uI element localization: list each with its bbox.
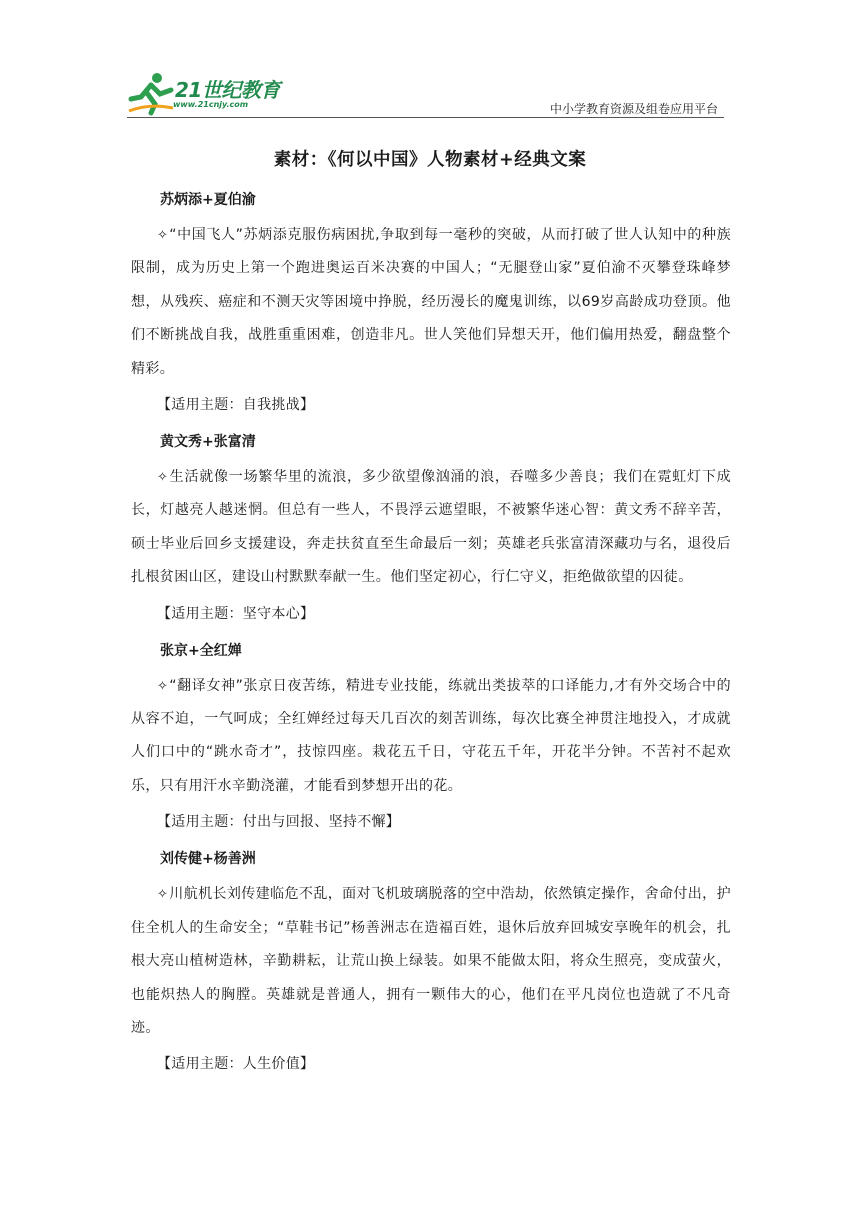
document-title: 素材：《何以中国》人物素材+经典文案 bbox=[273, 150, 587, 170]
sparkle-icon: ✧ bbox=[157, 887, 169, 903]
platform-tagline: 中小学教育资源及组卷应用平台 bbox=[549, 102, 718, 116]
sparkle-icon: ✧ bbox=[157, 470, 169, 486]
paragraph-text: “翻译女神”张京日夜苦练，精进专业技能，练就出类拔萃的口译能力,才有外交场合中的从容不迫，一气呵成；全红婵经过每天几百次的刻苦训练，每次比赛全神贯注地投入，才成就人们口中的“跳水奇才”，技惊四座。栽花五千日，守花五千年，开花半分钟。不苦衬不起欢乐，只有用汗水辛勤浇灌，才能看到梦想开出的花。 bbox=[131, 677, 731, 794]
header-divider bbox=[127, 117, 724, 118]
section-heading: 黄文秀+张富清 bbox=[160, 434, 256, 451]
runner-logo-icon bbox=[127, 70, 175, 116]
logo-text: 21世纪教育 bbox=[175, 78, 280, 102]
theme-label: 【适用主题：付出与回报、坚持不懈】 bbox=[157, 814, 401, 831]
paragraph-text: “中国飞人”苏炳添克服伤病困扰,争取到每一毫秒的突破，从而打破了世人认知中的种族限制，成为历史上第一个跑进奥运百米决赛的中国人；“无腿登山家”夏伯渝不灭攀登珠峰梦想，从残疾、癌症和不测天灾等困境中挣脱，经历漫长的魔鬼训练，以69岁高龄成功登顶。他们不断挑战自我，战胜重重困难，创造非凡。世人笑他们异想天开，他们偏用热爱，翻盘整个精彩。 bbox=[131, 227, 731, 377]
logo-url: www.21cnjy.com bbox=[173, 100, 249, 109]
paragraph-text: 生活就像一场繁华里的流浪，多少欲望像汹涌的浪，吞噬多少善良；我们在霓虹灯下成长，灯越亮人越迷惘。但总有一些人，不畏浮云遮望眼，不被繁华迷心智：黄文秀不辞辛苦，硕士毕业后回乡支援建设，奔走扶贫直至生命最后一刻；英雄老兵张富清深藏功与名，退役后扎根贫困山区，建设山村默默奉献一生。他们坚定初心，行仁守义，拒绝做欲望的囚徒。 bbox=[131, 469, 731, 586]
theme-label: 【适用主题：坚守本心】 bbox=[157, 605, 315, 622]
section-heading: 刘传健+杨善洲 bbox=[160, 851, 256, 868]
site-logo[interactable] bbox=[127, 70, 297, 116]
section-paragraph bbox=[131, 219, 731, 386]
page-header bbox=[127, 66, 724, 118]
theme-label: 【适用主题：自我挑战】 bbox=[157, 397, 315, 414]
paragraph-text: 川航机长刘传建临危不乱，面对飞机玻璃脱落的空中浩劫，依然镇定操作，舍命付出，护住全机人的生命安全；“草鞋书记”杨善洲志在造福百姓，退休后放弃回城安享晚年的机会，扎根大亮山植树造林，辛勤耕耘，让荒山换上绿装。如果不能做太阳，将众生照亮，变成萤火，也能炽热人的胸膛。英雄就是普通人，拥有一颗伟大的心，他们在平凡岗位也造就了不凡奇迹。 bbox=[131, 886, 731, 1036]
theme-label: 【适用主题：人生价值】 bbox=[157, 1056, 315, 1073]
section-heading: 苏炳添+夏伯渝 bbox=[160, 192, 256, 208]
section-paragraph bbox=[131, 461, 731, 595]
section-paragraph bbox=[131, 878, 731, 1045]
sparkle-icon: ✧ bbox=[157, 228, 169, 243]
section-paragraph bbox=[131, 670, 731, 804]
section-heading: 张京+全红婵 bbox=[160, 642, 242, 659]
sparkle-icon: ✧ bbox=[157, 678, 169, 694]
document-body bbox=[131, 182, 731, 1083]
